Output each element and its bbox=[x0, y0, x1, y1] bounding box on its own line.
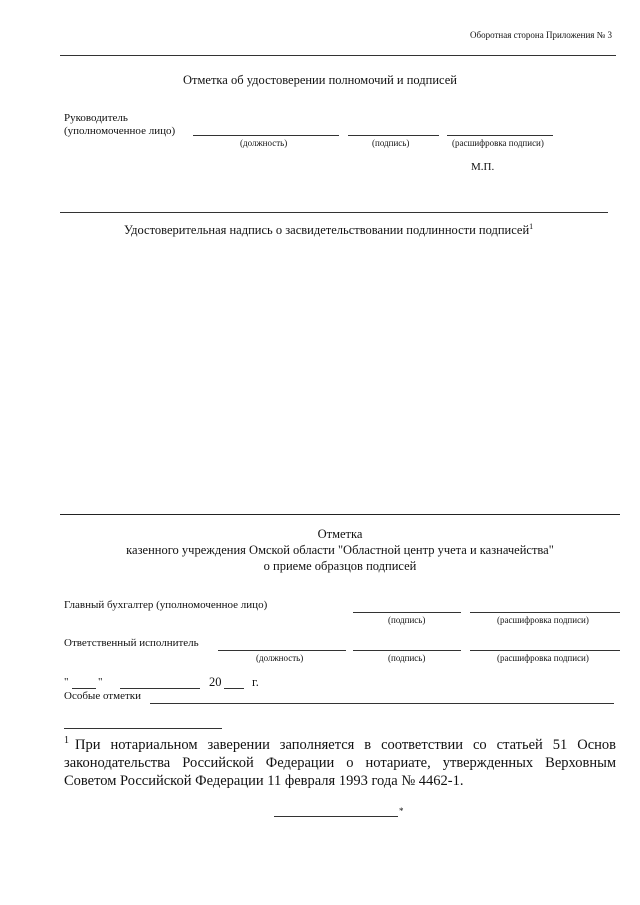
executor-position-line[interactable] bbox=[218, 650, 346, 651]
date-year-prefix: 20 bbox=[209, 675, 222, 689]
head-decoding-line[interactable] bbox=[447, 135, 553, 136]
date-month-line[interactable] bbox=[120, 688, 200, 689]
top-divider bbox=[60, 55, 616, 56]
end-mark: * bbox=[399, 806, 404, 816]
chief-accountant-label: Главный бухгалтер (уполномоченное лицо) bbox=[64, 599, 268, 611]
special-marks-label: Особые отметки bbox=[64, 690, 141, 702]
date-quote-close: " bbox=[98, 676, 103, 688]
annex-label: Оборотная сторона Приложения № 3 bbox=[469, 30, 612, 40]
executor-signature-line[interactable] bbox=[353, 650, 461, 651]
date-day-line[interactable] bbox=[72, 688, 96, 689]
section3-title-line2: казенного учреждения Омской области "Областной центр учета и казначейства" bbox=[126, 543, 554, 557]
executor-signature-caption: (подпись) bbox=[388, 653, 426, 663]
executor-position-caption: (должность) bbox=[256, 653, 304, 663]
section2-title bbox=[124, 222, 533, 238]
footnote bbox=[64, 732, 616, 790]
section3-title-line1: Отметка bbox=[317, 527, 363, 541]
chief-signature-line[interactable] bbox=[353, 612, 461, 613]
footnote-number: 1 bbox=[64, 735, 69, 746]
head-signature-caption: (подпись) bbox=[372, 138, 410, 148]
head-role-line2: (уполномоченное лицо) bbox=[64, 125, 176, 137]
head-decoding-caption: (расшифровка подписи) bbox=[452, 138, 544, 148]
chief-decoding-line[interactable] bbox=[470, 612, 620, 613]
executor-decoding-caption: (расшифровка подписи) bbox=[497, 653, 589, 663]
footnote-text: При нотариальном заверении заполняется в соответствии со статьей 51 Основ законодательства Российской Федерации о нотариате, утвержденных Верховным Советом Российской Федерации 11 февраля 1993 года № 4462-1. bbox=[64, 737, 616, 789]
date-year-suffix: г. bbox=[252, 675, 259, 689]
head-signature-line[interactable] bbox=[348, 135, 439, 136]
head-role-line1: Руководитель bbox=[64, 112, 128, 124]
section3-title-line3: о приеме образцов подписей bbox=[263, 559, 417, 573]
executor-label: Ответственный исполнитель bbox=[64, 637, 199, 649]
section2-footnote-ref: 1 bbox=[529, 222, 534, 231]
head-position-line[interactable] bbox=[193, 135, 339, 136]
chief-signature-caption: (подпись) bbox=[388, 615, 426, 625]
end-line bbox=[274, 816, 398, 817]
section2-title-text: Удостоверительная надпись о засвидетельствовании подлинности подписей bbox=[124, 223, 530, 238]
section1-title: Отметка об удостоверении полномочий и подписей bbox=[183, 73, 457, 87]
seal-place: М.П. bbox=[471, 161, 495, 173]
section2-divider bbox=[60, 514, 620, 515]
special-marks-line[interactable] bbox=[150, 703, 614, 704]
section1-divider bbox=[60, 212, 608, 213]
date-quote-open: " bbox=[64, 676, 69, 688]
footnote-separator bbox=[64, 728, 222, 729]
executor-decoding-line[interactable] bbox=[470, 650, 620, 651]
date-year-line[interactable] bbox=[224, 688, 244, 689]
chief-decoding-caption: (расшифровка подписи) bbox=[497, 615, 589, 625]
head-position-caption: (должность) bbox=[240, 138, 288, 148]
